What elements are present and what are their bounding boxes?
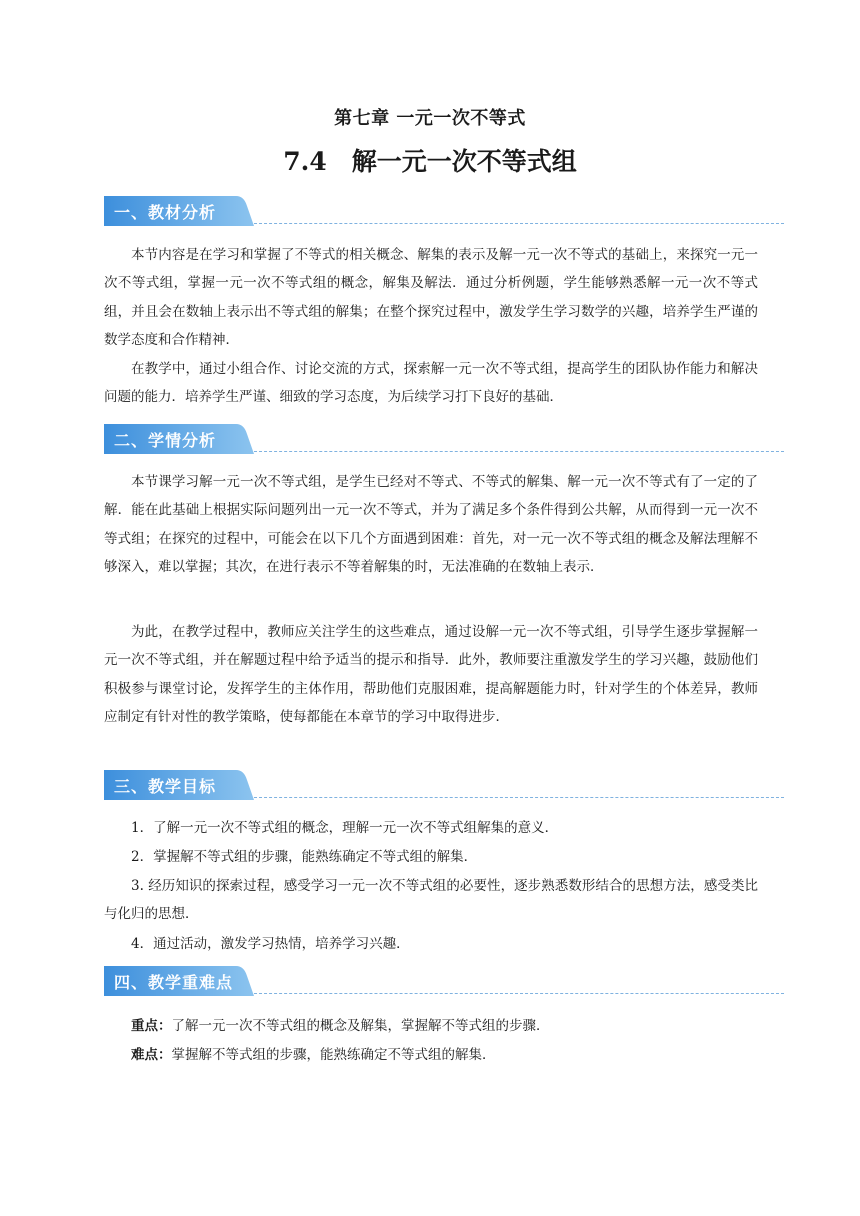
section-header-key-difficult-points	[104, 966, 784, 1000]
section-divider	[254, 797, 784, 798]
paragraph: 本节课学习解一元一次不等式组，是学生已经对不等式、不等式的解集、解一元一次不等式有了一定的了解．能在此基础上根据实际问题列出一元一次不等式，并为了满足多个条件得到公共解，从而得到一元一次不等式组；在探究的过程中，可能会在以下几个方面遇到困难：首先，对一元一次不等式组的概念及解法理解不够深入，难以掌握；其次，在进行表示不等着解集的时，无法准确的在数轴上表示．	[104, 474, 758, 576]
difficult-point-text: 掌握解不等式组的步骤，能熟练确定不等式组的解集．	[171, 1047, 496, 1063]
section-heading: 四、教学重难点	[114, 973, 234, 992]
section-divider	[254, 223, 784, 224]
key-point	[104, 1012, 758, 1040]
goal-item: 1．了解一元一次不等式组的概念，理解一元一次不等式组解集的意义．	[131, 820, 559, 836]
section-heading: 三、教学目标	[114, 777, 217, 796]
section-header-material-analysis	[104, 196, 784, 230]
difficult-point	[104, 1041, 758, 1069]
key-point-text: 了解一元一次不等式组的概念及解集，掌握解不等式组的步骤．	[171, 1018, 550, 1034]
section-divider	[254, 451, 784, 452]
section-divider	[254, 993, 784, 994]
section-heading: 一、教材分析	[114, 203, 217, 222]
key-point-label: 重点：	[131, 1018, 172, 1034]
difficult-point-label: 难点：	[131, 1047, 172, 1063]
section-banner	[104, 424, 254, 454]
lesson-title: 7.4 解一元一次不等式组	[283, 147, 577, 176]
goal-item: 3. 经历知识的探索过程，感受学习一元一次不等式组的必要性，逐步熟悉数形结合的思想方法，感受类比与化归的思想．	[104, 878, 758, 923]
section-banner	[104, 770, 254, 800]
chapter-heading: 第七章 一元一次不等式	[334, 108, 526, 129]
paragraph: 为此，在教学过程中，教师应关注学生的这些难点，通过设解一元一次不等式组，引导学生逐步掌握解一元一次不等式组，并在解题过程中给予适当的提示和指导．此外，教师要注重激发学生的学习兴趣，鼓励他们积极参与课堂讨论，发挥学生的主体作用，帮助他们克服困难，提高解题能力时，针对学生的个体差异，教师应制定有针对性的教学策略，使每都能在本章节的学习中取得进步．	[104, 624, 758, 726]
section-header-teaching-goals	[104, 770, 784, 804]
paragraph: 在教学中，通过小组合作、讨论交流的方式，探索解一元一次不等式组，提高学生的团队协作能力和解决问题的能力．培养学生严谨、细致的学习态度，为后续学习打下良好的基础．	[104, 361, 758, 406]
paragraph: 本节内容是在学习和掌握了不等式的相关概念、解集的表示及解一元一次不等式的基础上，来探究一元一次不等式组，掌握一元一次不等式组的概念，解集及解法．通过分析例题，学生能够熟悉解一元一次不等式组，并且会在数轴上表示出不等式组的解集；在整个探究过程中，激发学生学习数学的兴趣，培养学生严谨的数学态度和合作精神．	[104, 247, 758, 349]
goal-item: 2．掌握解不等式组的步骤，能熟练确定不等式组的解集．	[131, 849, 478, 865]
section-header-learner-analysis	[104, 424, 784, 458]
section-heading: 二、学情分析	[114, 431, 217, 450]
section-banner	[104, 196, 254, 226]
section-banner	[104, 966, 254, 996]
goal-item: 4．通过活动，激发学习热情，培养学习兴趣．	[131, 936, 410, 952]
